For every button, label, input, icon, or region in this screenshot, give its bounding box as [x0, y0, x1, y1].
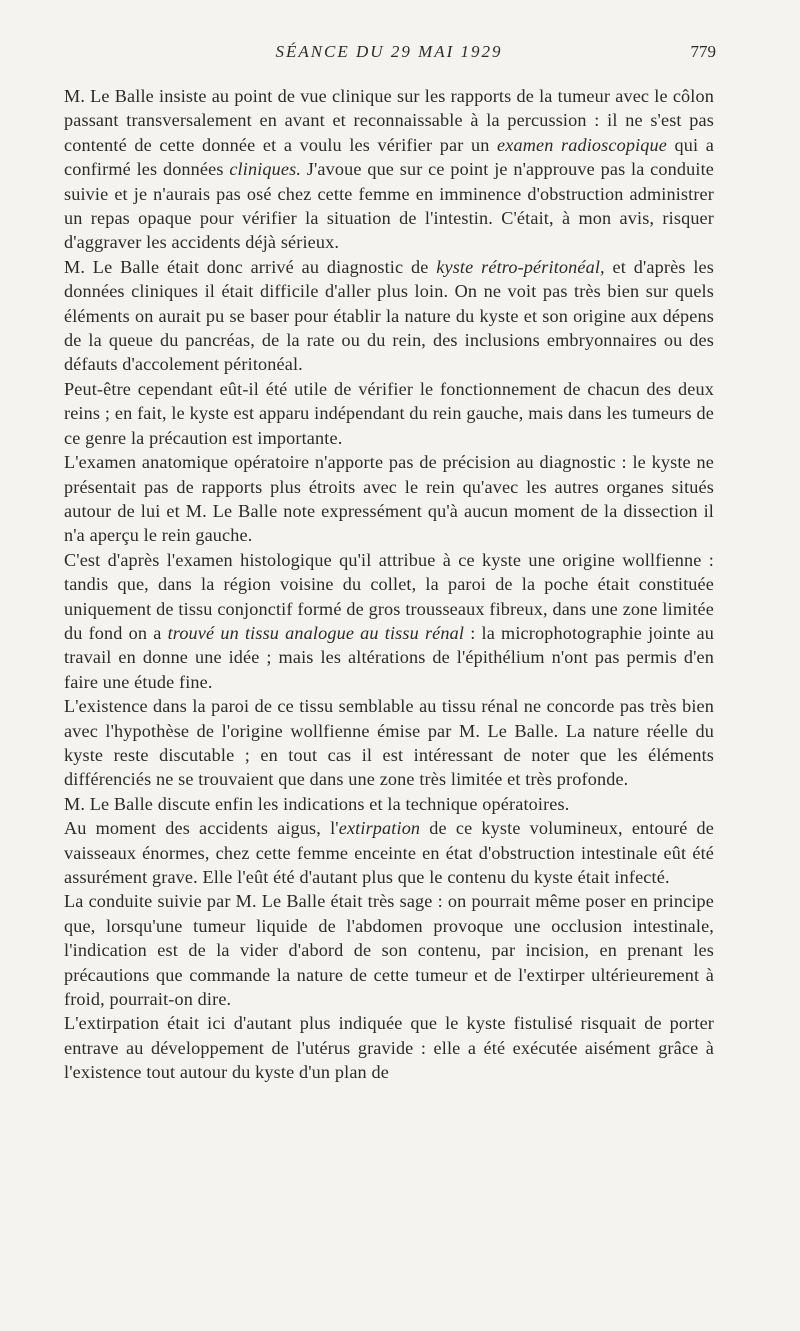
- text-run: M. Le Balle était donc arrivé au diagnostic de: [64, 256, 437, 277]
- running-header: [64, 42, 714, 70]
- body-text: [64, 84, 714, 1085]
- paragraph: [64, 255, 714, 377]
- text-run: J'avoue que sur ce point je n'approuve pas la conduite suivie et je n'aurais pas osé chez cette femme en imminence d'obstruction administrer un repas opaque pour vérifier la situation de l'intestin. C'était, à mon avis, risquer d'aggraver les accidents déjà sérieux.: [64, 159, 714, 253]
- italic-text: cliniques.: [229, 159, 302, 180]
- paragraph: [64, 816, 714, 889]
- text-run: et d'après les données cliniques il était difficile d'aller plus loin. On ne voit pas très bien sur quels éléments on aurait pu se baser pour établir la nature du kyste et son origine aux dépens de la queue du pancréas, de la rate ou du rein, des inclusions embryonnaires ou des défauts d'accolement péritonéal.: [64, 256, 714, 375]
- text-run: La conduite suivie par M. Le Balle était très sage : on pourrait même poser en principe que, lorsqu'une tumeur liquide de l'abdomen provoque une occlusion intestinale, l'indication est de la vider d'abord de son contenu, par incision, en prenant les précautions que commande la nature de cette tumeur et de l'extirper ultérieurement à froid, pourrait-on dire.: [64, 891, 714, 1010]
- paragraph: [64, 1011, 714, 1084]
- text-run: : la microphotographie jointe au travail en donne une idée ; mais les altérations de l'épithélium n'ont pas permis d'en faire une étude fine.: [64, 622, 714, 692]
- text-run: Au moment des accidents aigus, l': [64, 818, 339, 839]
- paragraph: [64, 548, 714, 694]
- running-title: SÉANCE DU 29 MAI 1929: [275, 42, 503, 61]
- italic-text: examen radioscopique: [497, 134, 668, 155]
- paragraph: [64, 694, 714, 792]
- paragraph: [64, 84, 714, 255]
- italic-text: extirpation: [338, 818, 421, 839]
- text-run: M. Le Balle insiste au point de vue clinique sur les rapports de la tumeur avec le côlon passant transversalement en avant et reconnaissable à la percussion : il ne s'est pas contenté de cette donnée et a voulu les vérifier par un: [64, 86, 714, 155]
- paragraph: [64, 450, 714, 548]
- text-run: de ce kyste volumineux, entouré de vaisseaux énormes, chez cette femme enceinte en état d'obstruction intestinale eût été assurément grave. Elle l'eût été d'autant plus que le contenu du kyste était infecté.: [64, 818, 714, 887]
- paragraph: [64, 377, 714, 450]
- italic-text: trouvé un tissu analogue au tissu rénal: [167, 622, 465, 643]
- text-run: C'est d'après l'examen histologique qu'il attribue à ce kyste une origine wollfienne : tandis que, dans la région voisine du collet, la paroi de la poche était constituée uniquement de tissu conjonctif formé de gros trousseaux fibreux, dans une zone limitée du fond on a: [64, 549, 714, 643]
- paragraph: [64, 889, 714, 1011]
- text-run: Peut-être cependant eût-il été utile de vérifier le fonctionnement de chacun des deux reins ; en fait, le kyste est apparu indépendant du rein gauche, mais dans les tumeurs de ce genre la précaution est importante.: [64, 378, 714, 448]
- paragraph: [64, 792, 714, 816]
- text-run: M. Le Balle discute enfin les indications et la technique opératoires.: [64, 793, 570, 814]
- text-run: L'extirpation était ici d'autant plus indiquée que le kyste fistulisé risquait de porter entrave au développement de l'utérus gravide : elle a été exécutée aisément grâce à l'existence tout autour du kyste d'un plan de: [64, 1013, 714, 1083]
- text-run: L'existence dans la paroi de ce tissu semblable au tissu rénal ne concorde pas très bien avec l'hypothèse de l'origine wollfienne émise par M. Le Balle. La nature réelle du kyste reste discutable ; en tout cas il est intéressant de noter que les éléments différenciés ne se trouvaient que dans une zone très limitée et très profonde.: [64, 696, 714, 790]
- text-run: L'examen anatomique opératoire n'apporte pas de précision au diagnostic : le kyste ne présentait pas de rapports plus étroits avec le rein qu'avec les autres organes situés autour de lui et M. Le Balle note expressément qu'à aucun moment de la dissection il n'a aperçu le rein gauche.: [64, 452, 714, 546]
- page-number: 779: [690, 42, 716, 61]
- italic-text: kyste rétro-péritonéal,: [436, 256, 605, 277]
- text-run: qui a confirmé les données: [64, 134, 714, 180]
